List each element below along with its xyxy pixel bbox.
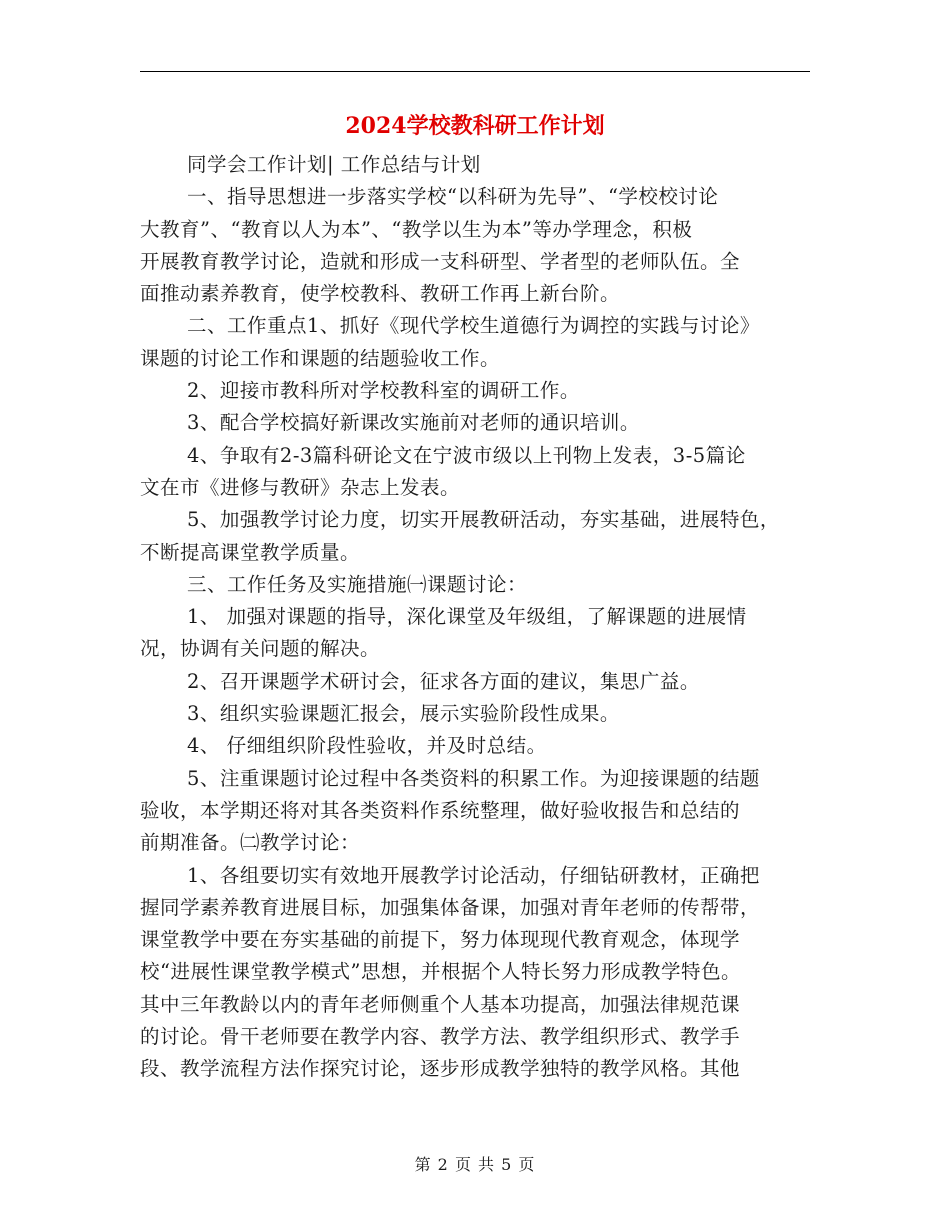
- text-line: 段、教学流程方法作探究讨论，逐步形成教学独特的教学风格。其他: [140, 1057, 741, 1081]
- text-line: 2、迎接市教科所对学校教科室的调研工作。: [187, 379, 580, 403]
- document-title: 2024学校教科研工作计划: [345, 113, 605, 139]
- text-line: 前期准备。㈡教学讨论：: [140, 831, 361, 855]
- text-line: 验收，本学期还将对其各类资料作系统整理，做好验收报告和总结的: [140, 798, 741, 822]
- text-line: 2、召开课题学术研讨会，征求各方面的建议，集思广益。: [187, 669, 700, 693]
- text-line: 课题的讨论工作和课题的结题验收工作。: [140, 346, 501, 370]
- text-line: 二、工作重点1、抓好《现代学校生道德行为调控的实践与讨论》: [187, 314, 760, 338]
- page-footer: 第 2 页 共 5 页: [414, 1155, 536, 1174]
- text-line: 大教育”、“教育以人为本”、“教学以生为本”等办学理念，积极: [140, 217, 693, 241]
- text-line: 其中三年教龄以内的青年老师侧重个人基本功提高，加强法律规范课: [140, 992, 741, 1016]
- text-line: 况，协调有关问题的解决。: [140, 637, 381, 661]
- text-line: 校“进展性课堂教学模式”思想，并根据个人特长努力形成教学特色。: [140, 960, 741, 984]
- text-line: 课堂教学中要在夯实基础的前提下，努力体现现代教育观念，体现学: [140, 928, 741, 952]
- text-line: 3、组织实验课题汇报会，展示实验阶段性成果。: [187, 702, 620, 726]
- text-line: 的讨论。骨干老师要在教学内容、教学方法、教学组织形式、教学手: [140, 1025, 741, 1049]
- text-line: 4、争取有2-3篇科研论文在宁波市级以上刊物上发表，3-5篇论: [187, 443, 746, 467]
- text-line: 3、配合学校搞好新课改实施前对老师的通识培训。: [187, 411, 640, 435]
- text-line: 握同学素养教育进展目标，加强集体备课，加强对青年老师的传帮带，: [140, 895, 761, 919]
- text-line: 三、工作任务及实施措施㈠课题讨论：: [187, 572, 528, 596]
- text-line: 不断提高课堂教学质量。: [140, 540, 361, 564]
- text-line: 4、 仔细组织阶段性验收，并及时总结。: [187, 734, 547, 758]
- text-line: 同学会工作计划| 工作总结与计划: [187, 153, 481, 176]
- header-rule: [140, 71, 810, 72]
- text-line: 开展教育教学讨论，造就和形成一支科研型、学者型的老师队伍。全: [140, 249, 741, 273]
- text-line: 一、指导思想进一步落实学校“以科研为先导”、“学校校讨论: [187, 185, 719, 209]
- text-line: 1、各组要切实有效地开展教学讨论活动，仔细钻研教材，正确把: [187, 863, 760, 887]
- text-line: 面推动素养教育，使学校教科、教研工作再上新台阶。: [140, 282, 621, 306]
- text-line: 5、注重课题讨论过程中各类资料的积累工作。为迎接课题的结题: [187, 766, 760, 790]
- document-body: [140, 149, 810, 1086]
- text-line: 1、 加强对课题的指导，深化课堂及年级组，了解课题的进展情: [187, 605, 747, 629]
- text-line: 文在市《进修与教研》杂志上发表。: [140, 475, 461, 499]
- paragraph-lines: [140, 149, 810, 1086]
- text-line: 5、加强教学讨论力度，切实开展教研活动，夯实基础，进展特色，: [187, 508, 780, 532]
